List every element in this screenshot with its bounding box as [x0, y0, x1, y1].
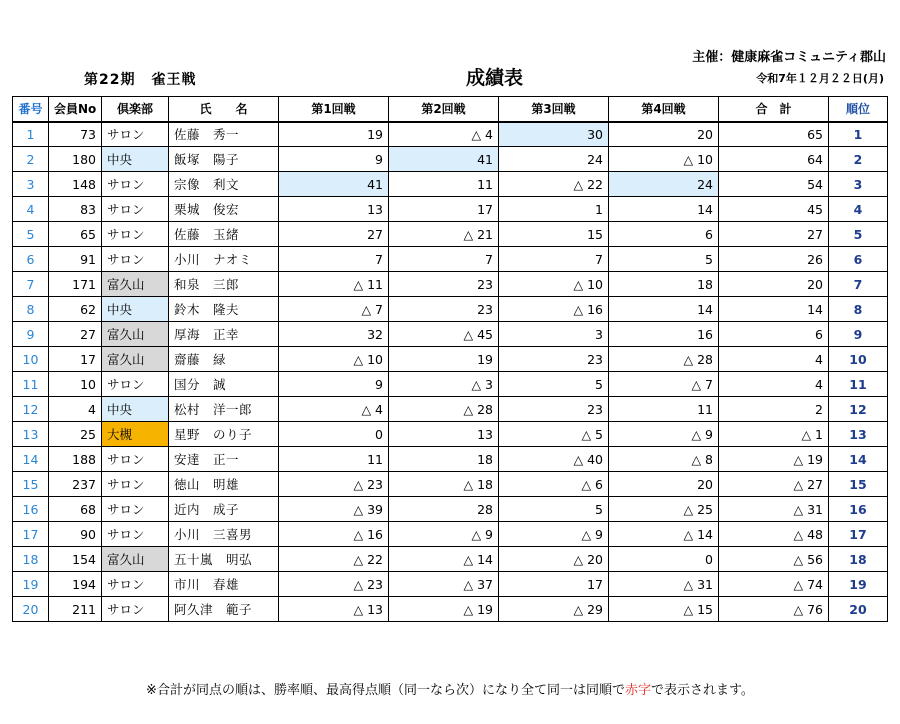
member-no-cell: 17: [49, 347, 102, 372]
round2-score-cell: △ 21: [389, 222, 499, 247]
club-cell: サロン: [102, 172, 169, 197]
round1-score-cell: 32: [279, 322, 389, 347]
number-cell: 2: [13, 147, 49, 172]
round4-score-cell: △ 31: [609, 572, 719, 597]
round1-score-cell: △ 11: [279, 272, 389, 297]
round2-score-cell: △ 14: [389, 547, 499, 572]
player-name-cell: 栗城 俊宏: [169, 197, 279, 222]
table-row: [13, 247, 888, 272]
round3-score-cell: 17: [499, 572, 609, 597]
footnote: [0, 679, 900, 698]
round3-score-cell: 30: [499, 122, 609, 147]
total-score-cell: 14: [719, 297, 829, 322]
round3-score-cell: △ 20: [499, 547, 609, 572]
col-header-round4: 第4回戦: [609, 97, 719, 122]
club-cell: サロン: [102, 472, 169, 497]
number-cell: 13: [13, 422, 49, 447]
table-row: [13, 497, 888, 522]
col-header-total: 合 計: [719, 97, 829, 122]
rank-cell: 3: [829, 172, 888, 197]
round3-score-cell: 24: [499, 147, 609, 172]
round2-score-cell: △ 28: [389, 397, 499, 422]
document-title: 成績表: [466, 67, 524, 89]
player-name-cell: 松村 洋一郎: [169, 397, 279, 422]
total-score-cell: △ 74: [719, 572, 829, 597]
round1-score-cell: 9: [279, 372, 389, 397]
col-header-number: 番号: [13, 97, 49, 122]
player-name-cell: 国分 誠: [169, 372, 279, 397]
round3-score-cell: 1: [499, 197, 609, 222]
round1-score-cell: △ 16: [279, 522, 389, 547]
rank-cell: 6: [829, 247, 888, 272]
round2-score-cell: △ 19: [389, 597, 499, 622]
member-no-cell: 10: [49, 372, 102, 397]
round4-score-cell: △ 7: [609, 372, 719, 397]
member-no-cell: 180: [49, 147, 102, 172]
footnote-text-end: で表示されます。: [650, 683, 754, 698]
total-score-cell: 26: [719, 247, 829, 272]
table-row: [13, 422, 888, 447]
club-cell: サロン: [102, 522, 169, 547]
total-score-cell: 45: [719, 197, 829, 222]
round1-score-cell: △ 22: [279, 547, 389, 572]
player-name-cell: 安達 正一: [169, 447, 279, 472]
total-score-cell: △ 56: [719, 547, 829, 572]
round1-score-cell: △ 23: [279, 472, 389, 497]
club-cell: 富久山: [102, 322, 169, 347]
club-cell: サロン: [102, 222, 169, 247]
table-row: [13, 272, 888, 297]
col-header-club: 倶楽部: [102, 97, 169, 122]
total-score-cell: △ 76: [719, 597, 829, 622]
round1-score-cell: 27: [279, 222, 389, 247]
round3-score-cell: 15: [499, 222, 609, 247]
footnote-text: ※合計が同点の順は、勝率順、最高得点順（同一なら次）になり全て同一は同順で: [146, 683, 625, 698]
round2-score-cell: △ 3: [389, 372, 499, 397]
tournament-name: 雀王戦: [151, 72, 197, 88]
rank-cell: 20: [829, 597, 888, 622]
club-cell: 中央: [102, 297, 169, 322]
table-row: [13, 172, 888, 197]
player-name-cell: 和泉 三郎: [169, 272, 279, 297]
total-score-cell: 64: [719, 147, 829, 172]
member-no-cell: 237: [49, 472, 102, 497]
round2-score-cell: 13: [389, 422, 499, 447]
round4-score-cell: 20: [609, 472, 719, 497]
number-cell: 6: [13, 247, 49, 272]
total-score-cell: △ 1: [719, 422, 829, 447]
member-no-cell: 4: [49, 397, 102, 422]
rank-cell: 10: [829, 347, 888, 372]
player-name-cell: 齋藤 緑: [169, 347, 279, 372]
total-score-cell: 65: [719, 122, 829, 147]
number-cell: 5: [13, 222, 49, 247]
number-cell: 19: [13, 572, 49, 597]
member-no-cell: 194: [49, 572, 102, 597]
round3-score-cell: 23: [499, 347, 609, 372]
player-name-cell: 市川 春雄: [169, 572, 279, 597]
total-score-cell: 4: [719, 372, 829, 397]
member-no-cell: 148: [49, 172, 102, 197]
table-row: [13, 297, 888, 322]
player-name-cell: 徳山 明雄: [169, 472, 279, 497]
round4-score-cell: △ 15: [609, 597, 719, 622]
footnote-red-text: 赤字: [624, 683, 651, 698]
club-cell: 大槻: [102, 422, 169, 447]
rank-cell: 2: [829, 147, 888, 172]
col-header-name: 氏 名: [169, 97, 279, 122]
col-header-member: 会員No: [49, 97, 102, 122]
round2-score-cell: 23: [389, 272, 499, 297]
round3-score-cell: 7: [499, 247, 609, 272]
round4-score-cell: 16: [609, 322, 719, 347]
rank-cell: 17: [829, 522, 888, 547]
date-label: 令和7年１２月２２日(月): [756, 72, 884, 85]
round3-score-cell: 5: [499, 497, 609, 522]
round3-score-cell: 23: [499, 397, 609, 422]
number-cell: 20: [13, 597, 49, 622]
round3-score-cell: △ 6: [499, 472, 609, 497]
club-cell: 富久山: [102, 347, 169, 372]
rank-cell: 16: [829, 497, 888, 522]
number-cell: 14: [13, 447, 49, 472]
round3-score-cell: △ 9: [499, 522, 609, 547]
total-score-cell: 54: [719, 172, 829, 197]
round1-score-cell: 11: [279, 447, 389, 472]
rank-cell: 1: [829, 122, 888, 147]
round1-score-cell: 19: [279, 122, 389, 147]
total-score-cell: 27: [719, 222, 829, 247]
number-cell: 18: [13, 547, 49, 572]
round4-score-cell: △ 14: [609, 522, 719, 547]
round2-score-cell: 18: [389, 447, 499, 472]
rank-cell: 7: [829, 272, 888, 297]
round2-score-cell: 28: [389, 497, 499, 522]
round3-score-cell: 3: [499, 322, 609, 347]
round2-score-cell: 17: [389, 197, 499, 222]
round2-score-cell: 19: [389, 347, 499, 372]
player-name-cell: 近内 成子: [169, 497, 279, 522]
table-row: [13, 147, 888, 172]
club-cell: サロン: [102, 122, 169, 147]
round1-score-cell: 41: [279, 172, 389, 197]
player-name-cell: 鈴木 隆夫: [169, 297, 279, 322]
number-cell: 9: [13, 322, 49, 347]
club-cell: サロン: [102, 372, 169, 397]
round2-score-cell: △ 9: [389, 522, 499, 547]
round1-score-cell: 0: [279, 422, 389, 447]
round4-score-cell: 20: [609, 122, 719, 147]
round4-score-cell: 18: [609, 272, 719, 297]
round3-score-cell: 5: [499, 372, 609, 397]
round2-score-cell: △ 4: [389, 122, 499, 147]
round1-score-cell: △ 39: [279, 497, 389, 522]
round1-score-cell: △ 13: [279, 597, 389, 622]
club-cell: 富久山: [102, 272, 169, 297]
round2-score-cell: 23: [389, 297, 499, 322]
rank-cell: 18: [829, 547, 888, 572]
number-cell: 10: [13, 347, 49, 372]
total-score-cell: △ 48: [719, 522, 829, 547]
club-cell: サロン: [102, 197, 169, 222]
round4-score-cell: 11: [609, 397, 719, 422]
club-cell: サロン: [102, 597, 169, 622]
player-name-cell: 厚海 正幸: [169, 322, 279, 347]
rank-cell: 19: [829, 572, 888, 597]
round1-score-cell: 7: [279, 247, 389, 272]
player-name-cell: 星野 のり子: [169, 422, 279, 447]
total-score-cell: 6: [719, 322, 829, 347]
member-no-cell: 171: [49, 272, 102, 297]
rank-cell: 4: [829, 197, 888, 222]
member-no-cell: 68: [49, 497, 102, 522]
round1-score-cell: △ 7: [279, 297, 389, 322]
organizer-label: 主催：健康麻雀コミュニティ郡山: [692, 50, 886, 65]
table-row: [13, 122, 888, 147]
total-score-cell: △ 31: [719, 497, 829, 522]
tournament-title: [84, 69, 212, 89]
round3-score-cell: △ 40: [499, 447, 609, 472]
member-no-cell: 27: [49, 322, 102, 347]
player-name-cell: 小川 三喜男: [169, 522, 279, 547]
table-row: [13, 347, 888, 372]
member-no-cell: 62: [49, 297, 102, 322]
player-name-cell: 宗像 利文: [169, 172, 279, 197]
rank-cell: 5: [829, 222, 888, 247]
number-cell: 8: [13, 297, 49, 322]
round1-score-cell: 13: [279, 197, 389, 222]
round4-score-cell: △ 9: [609, 422, 719, 447]
rank-cell: 11: [829, 372, 888, 397]
table-row: [13, 372, 888, 397]
table-row: [13, 547, 888, 572]
rank-cell: 13: [829, 422, 888, 447]
club-cell: サロン: [102, 447, 169, 472]
number-cell: 12: [13, 397, 49, 422]
round2-score-cell: 41: [389, 147, 499, 172]
number-cell: 17: [13, 522, 49, 547]
rank-cell: 14: [829, 447, 888, 472]
round1-score-cell: △ 10: [279, 347, 389, 372]
col-header-rank: 順位: [829, 97, 888, 122]
round2-score-cell: 11: [389, 172, 499, 197]
round4-score-cell: 0: [609, 547, 719, 572]
round3-score-cell: △ 29: [499, 597, 609, 622]
table-row: [13, 472, 888, 497]
round1-score-cell: 9: [279, 147, 389, 172]
table-row: [13, 522, 888, 547]
player-name-cell: 佐藤 秀一: [169, 122, 279, 147]
total-score-cell: △ 19: [719, 447, 829, 472]
club-cell: 中央: [102, 397, 169, 422]
rank-cell: 15: [829, 472, 888, 497]
number-cell: 4: [13, 197, 49, 222]
table-row: [13, 397, 888, 422]
round2-score-cell: △ 45: [389, 322, 499, 347]
col-header-round3: 第3回戦: [499, 97, 609, 122]
member-no-cell: 91: [49, 247, 102, 272]
rank-cell: 8: [829, 297, 888, 322]
col-header-round2: 第2回戦: [389, 97, 499, 122]
player-name-cell: 阿久津 範子: [169, 597, 279, 622]
table-row: [13, 447, 888, 472]
player-name-cell: 佐藤 玉緒: [169, 222, 279, 247]
results-table: [12, 96, 888, 622]
player-name-cell: 五十嵐 明弘: [169, 547, 279, 572]
table-row: [13, 322, 888, 347]
total-score-cell: 4: [719, 347, 829, 372]
club-cell: 中央: [102, 147, 169, 172]
round3-score-cell: △ 5: [499, 422, 609, 447]
member-no-cell: 65: [49, 222, 102, 247]
club-cell: 富久山: [102, 547, 169, 572]
player-name-cell: 飯塚 陽子: [169, 147, 279, 172]
table-row: [13, 197, 888, 222]
round4-score-cell: △ 28: [609, 347, 719, 372]
total-score-cell: 2: [719, 397, 829, 422]
rank-cell: 9: [829, 322, 888, 347]
round3-score-cell: △ 16: [499, 297, 609, 322]
round1-score-cell: △ 23: [279, 572, 389, 597]
round4-score-cell: △ 25: [609, 497, 719, 522]
member-no-cell: 90: [49, 522, 102, 547]
member-no-cell: 154: [49, 547, 102, 572]
number-cell: 15: [13, 472, 49, 497]
total-score-cell: 20: [719, 272, 829, 297]
round2-score-cell: 7: [389, 247, 499, 272]
table-row: [13, 597, 888, 622]
number-cell: 16: [13, 497, 49, 522]
number-cell: 3: [13, 172, 49, 197]
number-cell: 1: [13, 122, 49, 147]
round2-score-cell: △ 37: [389, 572, 499, 597]
header-row: [13, 97, 888, 122]
round4-score-cell: 14: [609, 297, 719, 322]
member-no-cell: 25: [49, 422, 102, 447]
club-cell: サロン: [102, 497, 169, 522]
table-row: [13, 222, 888, 247]
member-no-cell: 83: [49, 197, 102, 222]
round4-score-cell: 6: [609, 222, 719, 247]
player-name-cell: 小川 ナオミ: [169, 247, 279, 272]
club-cell: サロン: [102, 247, 169, 272]
round4-score-cell: 24: [609, 172, 719, 197]
total-score-cell: △ 27: [719, 472, 829, 497]
round4-score-cell: 5: [609, 247, 719, 272]
round3-score-cell: △ 22: [499, 172, 609, 197]
round4-score-cell: △ 10: [609, 147, 719, 172]
rank-cell: 12: [829, 397, 888, 422]
col-header-round1: 第1回戦: [279, 97, 389, 122]
edition-label: 第22期: [84, 72, 136, 88]
member-no-cell: 188: [49, 447, 102, 472]
number-cell: 11: [13, 372, 49, 397]
club-cell: サロン: [102, 572, 169, 597]
number-cell: 7: [13, 272, 49, 297]
round1-score-cell: △ 4: [279, 397, 389, 422]
round3-score-cell: △ 10: [499, 272, 609, 297]
table-row: [13, 572, 888, 597]
round2-score-cell: △ 18: [389, 472, 499, 497]
member-no-cell: 211: [49, 597, 102, 622]
member-no-cell: 73: [49, 122, 102, 147]
round4-score-cell: 14: [609, 197, 719, 222]
round4-score-cell: △ 8: [609, 447, 719, 472]
